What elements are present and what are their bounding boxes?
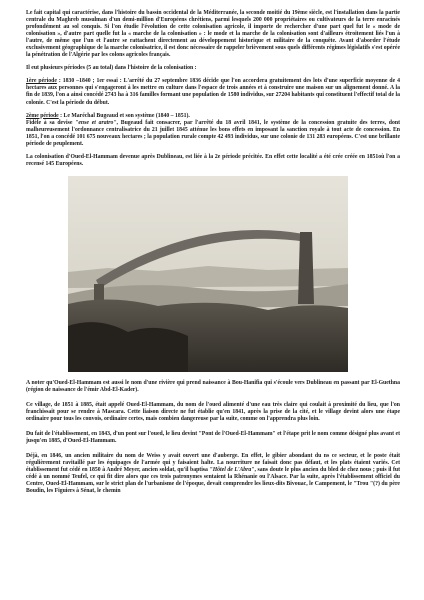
- river-paragraph: A noter qu'Oued-El-Hammam est aussi le nom d'une rivière qui prend naissance à Bou-Hanifia qui s'écoule vers Dublineau en passant par El-Guethna (région de naissance de l'émir Abd-El-Kader).: [26, 379, 400, 393]
- hotel-name: "Hôtel de L'Abra": [209, 467, 255, 474]
- period-1-text: : 1830 –1840 ; 1er essai : L'arrêté du 27 septembre 1836 décide que l'on accordera gratuitement des lots d'une superficie moyenne de 4 hectares aux personnes qui s'engageront à les mettre en culture dans l'espace de trois années et à construire une maison sur un alignement donné. A la fin de 1839, l'on a ainsi concédé 2743 ha à 316 familles formant une population de 1580 individus, sur 27204 habitants qui constituent l'effectif total de la colonie. C'est la période du début.: [26, 78, 400, 106]
- bridge-photo-image: [68, 176, 348, 372]
- bridge-right-pier: [298, 232, 314, 304]
- periods-heading: Il eut plusieurs périodes (5 au total) dans l'histoire de la colonisation :: [26, 65, 197, 72]
- colonisation-paragraph: La colonisation d'Oued-El-Hammam devenue après Dublineau, est liée à la 2e période précitée. En effet cette localité a été crée créée en 1851où l'on a recensé 145 Européens.: [26, 153, 400, 167]
- bridge-paragraph: Du fait de l'établissement, en 1843, d'un pont sur l'oued, le lieu devint "Pont de l'Oued-El-Hammam" et l'étape prit le nom comme désigné plus avant et jusqu'en 1885, d'Oued-El-Hammam.: [26, 431, 400, 445]
- period-2-label: 2ème période: [26, 112, 59, 119]
- period-1-label: 1ère période: [26, 78, 57, 85]
- period-1-paragraph: [26, 78, 400, 106]
- auberge-paragraph: Déjà, en 1846, un ancien militaire du nom de Weiss y avait ouvert une d'auberge. En effet, le gibier abondant du ns ce secteur, et le poste était régulièrement ravitaillé par les équipages de l'armée qui y faisaient halte. La nourriture ne faisait donc pas défaut, et les plats étaient variés. Cet établissement fut cédé en 1850 à André Meyer, ancien soldat, qu'il baptisa "Hôtel de L'Abra", sans doute le plus ancien du bled de chez nous ; puis il fut cédé à un nommé Teufel, ce qui fit dire alors que ces trois patronymes sentaient la Rhénanie ou l'Alsace. Par la suite, après l'établissement officiel du Centre, Oued-El-Hammam, sur le strict plan de l'urbanisme de l'époque, devait comprendre les lieux-dits Bivouac, le Campement, le "Trou "(?) du père Boudin, les Figuiers à Sénat, le chemin: [26, 453, 400, 495]
- period-2-heading: [26, 113, 400, 120]
- village-paragraph: Ce village, de 1851 à 1885, était appelé Oued-El-Hammam, du nom de l'oued alimenté d'une eau très claire qui coulait à proximité du lieu, que l'on franchissait pour se rendre à Mascara. Cette liaison directe ne fut établie qu'en 1841, après la prise de la cité, et le village devint alors une étape ordinaire pour tous les convois, ordinaire certes, mais combien dangereuse par la suite, comme on l'apprendra plus loin.: [26, 401, 400, 423]
- period-2-title: : Le Maréchal Bugeaud et son système (1840 – 1851).: [58, 112, 190, 119]
- period-2-paragraph: Fidèle à sa devise "ense et aratro", Bugeaud fait consacrer, par l'arrêté du 18 avril 1841, le système de la concession gratuite des terres, dont malheureusement l'ordonnance centralisatrice du 21 juillet 1845 atténue les bons effets en imposant la sanction royale à tout acte de concession. En 1851, l'on a concédé 101 675 nouveaux hectares ; la population rurale compte 42 493 individus, sur une colonie de 131 283 européens. C'est une brillante période de peuplement.: [26, 119, 400, 147]
- bugeaud-motto: "ense et aratro": [75, 119, 117, 126]
- bridge-photo: [68, 176, 348, 372]
- intro-paragraph: Le fait capital qui caractérise, dans l'histoire du bassin occidental de la Méditerranée, la seconde moitié du 19ème siècle, est l'installation dans la partie centrale du Maghreb musulman d'un demi-million d'Européens chrétiens, parmi lesquels 200 000 propriétaires ou cultivateurs de la terre enracinés profondément au sol conquis. Si l'on étudie l'évolution de cette colonisation agricole, il importe de rechercher d'une part quel fut le « mode de colonisation », d'autre part quelle fut la « marche de la colonisation » : le mode et la marche de la colonisation sont d'ailleurs étroitement liés l'un à l'autre, de même que l'un et l'autre se rattachent directement au développement historique et militaire de la conquête. Avant d'aborder l'étude exclusivement géographique de la marche colonisatrice, il est donc nécessaire de rappeler brièvement sous quels différents régimes législatifs s'est opérée la pénétration de l'Algérie par les colons agricoles français.: [26, 10, 400, 59]
